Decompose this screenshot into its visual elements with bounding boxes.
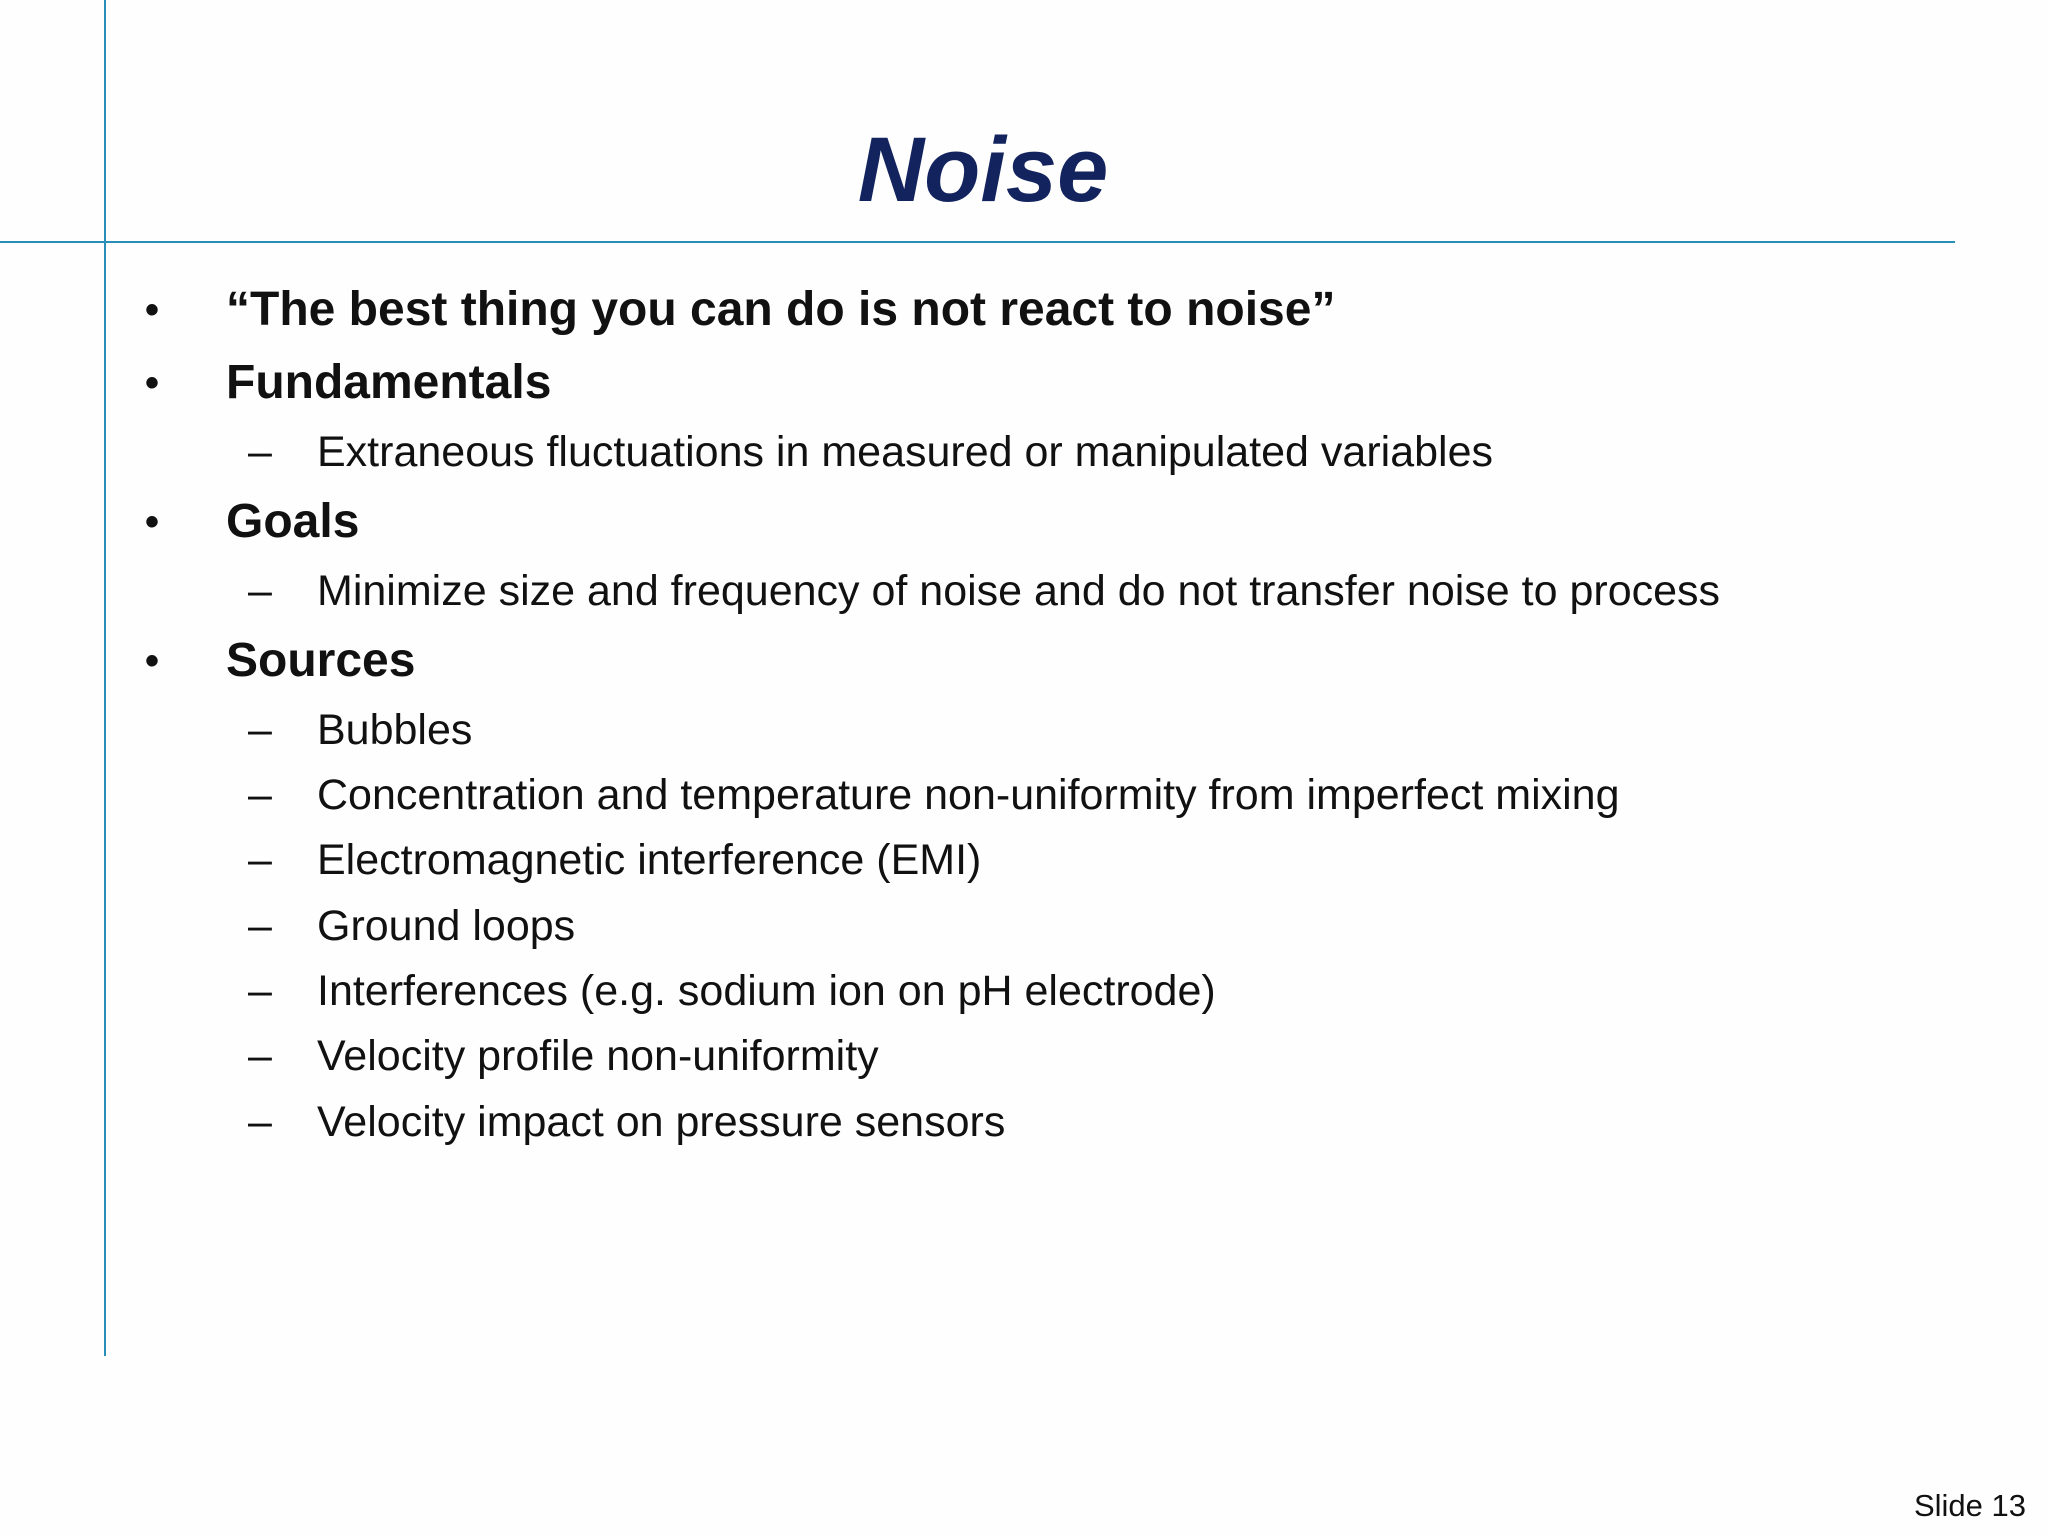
sub-item (248, 1032, 879, 1081)
bullet-text: “The best thing you can do is not react to noise” (226, 283, 1336, 336)
sub-item (248, 771, 1620, 820)
bullet-item (145, 282, 1335, 337)
bullet-glyph: • (145, 639, 160, 683)
sub-item-text: Ground loops (317, 902, 576, 950)
dash-glyph: – (248, 706, 272, 754)
bullet-glyph: • (145, 500, 160, 544)
bullet-text: Sources (226, 634, 416, 687)
sub-item (248, 567, 1720, 616)
horizontal-rule (0, 241, 1955, 243)
dash-glyph: – (248, 567, 272, 615)
slide-number: Slide 13 (1913, 1488, 2026, 1523)
bullet-text: Fundamentals (226, 356, 552, 409)
bullet-glyph: • (145, 288, 160, 332)
sub-item (248, 1098, 1005, 1147)
sub-item-text: Concentration and temperature non-uniformity from imperfect mixing (317, 771, 1620, 819)
sub-item (248, 967, 1216, 1016)
dash-glyph: – (248, 967, 272, 1015)
sub-item-text: Electromagnetic interference (EMI) (317, 836, 982, 884)
dash-glyph: – (248, 902, 272, 950)
sub-item-text: Interferences (e.g. sodium ion on pH electrode) (317, 967, 1216, 1015)
sub-item-text: Extraneous fluctuations in measured or manipulated variables (317, 428, 1493, 476)
bullet-glyph: • (145, 361, 160, 405)
dash-glyph: – (248, 1032, 272, 1080)
dash-glyph: – (248, 836, 272, 884)
dash-glyph: – (248, 1098, 272, 1146)
bullet-text: Goals (226, 495, 360, 548)
bullet-item (145, 633, 415, 688)
sub-item (248, 706, 472, 755)
sub-item (248, 902, 575, 951)
sub-item-text: Velocity profile non-uniformity (317, 1032, 879, 1080)
slide-title: Noise (857, 119, 1109, 221)
bullet-item (145, 494, 359, 549)
sub-item-text: Bubbles (317, 706, 473, 754)
sub-item-text: Velocity impact on pressure sensors (317, 1098, 1006, 1146)
sub-item (248, 428, 1493, 477)
sub-item-text: Minimize size and frequency of noise and do not transfer noise to process (317, 567, 1721, 615)
sub-item (248, 836, 981, 885)
dash-glyph: – (248, 428, 272, 476)
bullet-item (145, 355, 551, 410)
dash-glyph: – (248, 771, 272, 819)
